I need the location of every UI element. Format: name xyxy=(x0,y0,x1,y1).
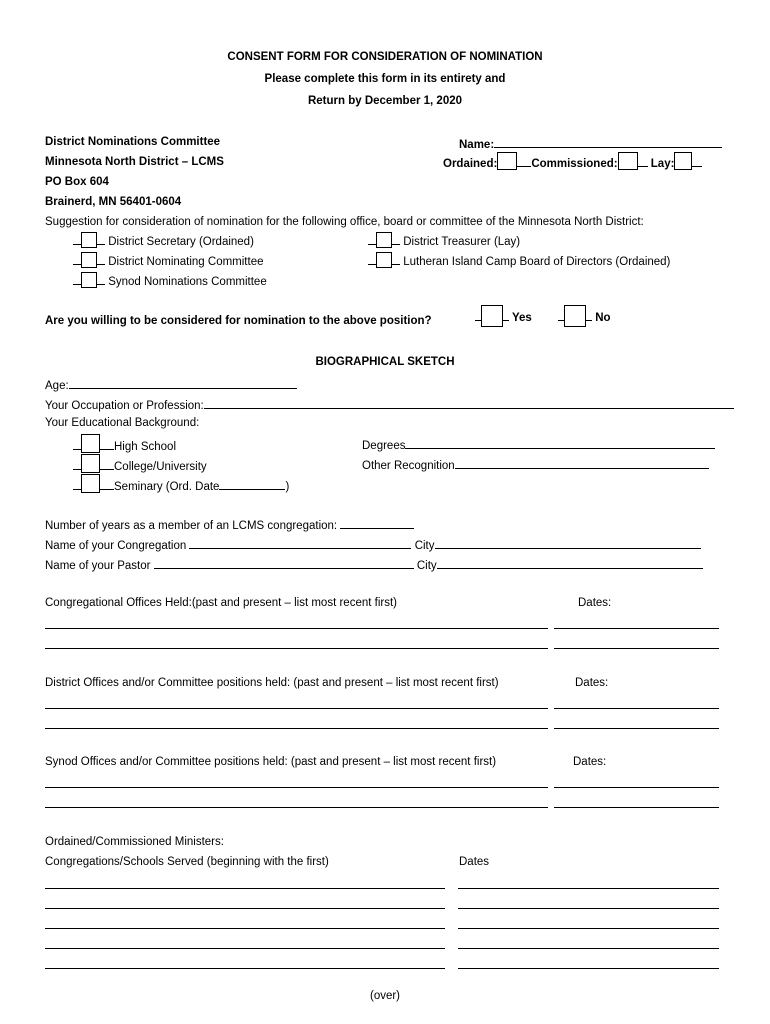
served-line[interactable] xyxy=(45,968,445,969)
name-row xyxy=(459,135,722,152)
congregation-row xyxy=(45,536,701,553)
served-dates-line[interactable] xyxy=(458,908,719,909)
seminary-close: ) xyxy=(285,481,290,493)
occupation-label: Your Occupation or Profession: xyxy=(45,400,204,412)
lutheran-island-camp-checkbox[interactable] xyxy=(376,252,392,268)
bio-heading: BIOGRAPHICAL SKETCH xyxy=(315,356,455,368)
city-label: City xyxy=(416,560,437,572)
address-line-2: Minnesota North District – LCMS xyxy=(45,156,224,168)
district-dates-line[interactable] xyxy=(554,708,719,709)
yes-label: Yes xyxy=(512,312,532,324)
synod-dates-line[interactable] xyxy=(554,807,719,808)
years-label: Number of years as a member of an LCMS congregation: xyxy=(45,520,338,532)
pastor-label: Name of your Pastor xyxy=(45,560,151,572)
synod-office-line[interactable] xyxy=(45,807,548,808)
congregational-dates-label: Dates: xyxy=(578,597,612,609)
willing-no xyxy=(558,305,611,327)
congregational-heading: Congregational Offices Held:(past and present – list most recent first) xyxy=(45,597,397,609)
pastor-city-field[interactable] xyxy=(437,556,703,569)
name-field[interactable] xyxy=(494,135,722,148)
seminary-checkbox[interactable] xyxy=(81,474,100,493)
address-line-4: Brainerd, MN 56401-0604 xyxy=(45,196,182,208)
pastor-field[interactable] xyxy=(154,556,414,569)
ordained-label: Ordained: xyxy=(443,158,498,170)
over-note: (over) xyxy=(369,990,401,1002)
occupation-field[interactable] xyxy=(204,396,734,409)
ministers-heading: Ordained/Commissioned Ministers: xyxy=(45,836,224,848)
commissioned-checkbox[interactable] xyxy=(618,152,638,170)
education-label: Your Educational Background: xyxy=(45,417,200,429)
synod-nominations-checkbox[interactable] xyxy=(81,272,97,288)
synod-office-line[interactable] xyxy=(45,787,548,788)
district-nominating-checkbox[interactable] xyxy=(81,252,97,268)
served-dates-line[interactable] xyxy=(458,968,719,969)
degrees-row xyxy=(362,436,715,453)
college-checkbox[interactable] xyxy=(81,454,100,473)
congregational-dates-line[interactable] xyxy=(554,628,719,629)
option-synod-nominations xyxy=(73,272,267,289)
option-lutheran-island-camp xyxy=(368,252,670,269)
served-line[interactable] xyxy=(45,908,445,909)
option-label: District Treasurer (Lay) xyxy=(403,236,521,248)
district-dates-line[interactable] xyxy=(554,728,719,729)
commissioned-label: Commissioned: xyxy=(531,158,618,170)
address-line-1: District Nominations Committee xyxy=(45,136,221,148)
status-row xyxy=(443,152,702,171)
high-school-checkbox[interactable] xyxy=(81,434,100,453)
degrees-label: Degrees xyxy=(362,440,406,452)
willing-yes xyxy=(475,305,532,327)
served-line[interactable] xyxy=(45,948,445,949)
city-label: City xyxy=(414,540,435,552)
district-secretary-checkbox[interactable] xyxy=(81,232,97,248)
recognition-row xyxy=(362,456,709,473)
age-row xyxy=(45,376,297,393)
form-deadline: Return by December 1, 2020 xyxy=(307,95,463,107)
congregational-office-line[interactable] xyxy=(45,648,548,649)
served-dates-line[interactable] xyxy=(458,928,719,929)
option-district-nominating xyxy=(73,252,264,269)
option-district-secretary xyxy=(73,232,254,249)
congregation-city-field[interactable] xyxy=(435,536,701,549)
degrees-field[interactable] xyxy=(405,436,715,449)
synod-heading: Synod Offices and/or Committee positions held: (past and present – list most recent first) xyxy=(45,756,497,768)
ordained-checkbox[interactable] xyxy=(497,152,517,170)
congregational-dates-line[interactable] xyxy=(554,648,719,649)
willing-question: Are you willing to be considered for nomination to the above position? xyxy=(45,315,432,327)
congregational-office-line[interactable] xyxy=(45,628,548,629)
age-field[interactable] xyxy=(69,376,297,389)
served-dates-line[interactable] xyxy=(458,948,719,949)
suggestion-prompt: Suggestion for consideration of nomination for the following office, board or committee of the Minnesota North District: xyxy=(45,216,644,228)
district-treasurer-checkbox[interactable] xyxy=(376,232,392,248)
served-line[interactable] xyxy=(45,888,445,889)
address-line-3: PO Box 604 xyxy=(45,176,109,188)
no-checkbox[interactable] xyxy=(564,305,586,327)
served-line[interactable] xyxy=(45,928,445,929)
no-label: No xyxy=(595,312,611,324)
years-field[interactable] xyxy=(340,516,414,529)
ministers-dates-label: Dates xyxy=(459,856,490,868)
option-label: Synod Nominations Committee xyxy=(108,276,267,288)
district-dates-label: Dates: xyxy=(575,677,609,689)
congregation-field[interactable] xyxy=(189,536,411,549)
edu-seminary xyxy=(73,474,289,494)
served-dates-line[interactable] xyxy=(458,888,719,889)
pastor-row xyxy=(45,556,703,573)
served-label: Congregations/Schools Served (beginning with the first) xyxy=(45,856,329,868)
form-subtitle: Please complete this form in its entirety and xyxy=(264,73,506,85)
name-label: Name: xyxy=(459,139,495,151)
edu-label: College/University xyxy=(114,461,207,473)
lay-checkbox[interactable] xyxy=(674,152,692,170)
synod-dates-line[interactable] xyxy=(554,787,719,788)
option-label: District Nominating Committee xyxy=(108,256,264,268)
edu-high-school xyxy=(73,434,176,454)
age-label: Age: xyxy=(45,380,69,392)
option-label: District Secretary (Ordained) xyxy=(108,236,254,248)
years-row xyxy=(45,516,414,533)
edu-label: Seminary (Ord. Date xyxy=(114,481,220,493)
option-label: Lutheran Island Camp Board of Directors (Ordained) xyxy=(403,256,671,268)
edu-college xyxy=(73,454,207,474)
ordination-date-field[interactable] xyxy=(219,477,285,490)
occupation-row xyxy=(45,396,734,413)
district-office-line[interactable] xyxy=(45,708,548,709)
recognition-label: Other Recognition xyxy=(362,460,455,472)
district-heading: District Offices and/or Committee positions held: (past and present – list most recent first) xyxy=(45,677,499,689)
yes-checkbox[interactable] xyxy=(481,305,503,327)
district-office-line[interactable] xyxy=(45,728,548,729)
recognition-field[interactable] xyxy=(455,456,709,469)
edu-label: High School xyxy=(114,441,177,453)
synod-dates-label: Dates: xyxy=(573,756,607,768)
form-title: CONSENT FORM FOR CONSIDERATION OF NOMINATION xyxy=(227,51,543,63)
lay-label: Lay: xyxy=(650,158,675,170)
congregation-label: Name of your Congregation xyxy=(45,540,187,552)
option-district-treasurer xyxy=(368,232,520,249)
